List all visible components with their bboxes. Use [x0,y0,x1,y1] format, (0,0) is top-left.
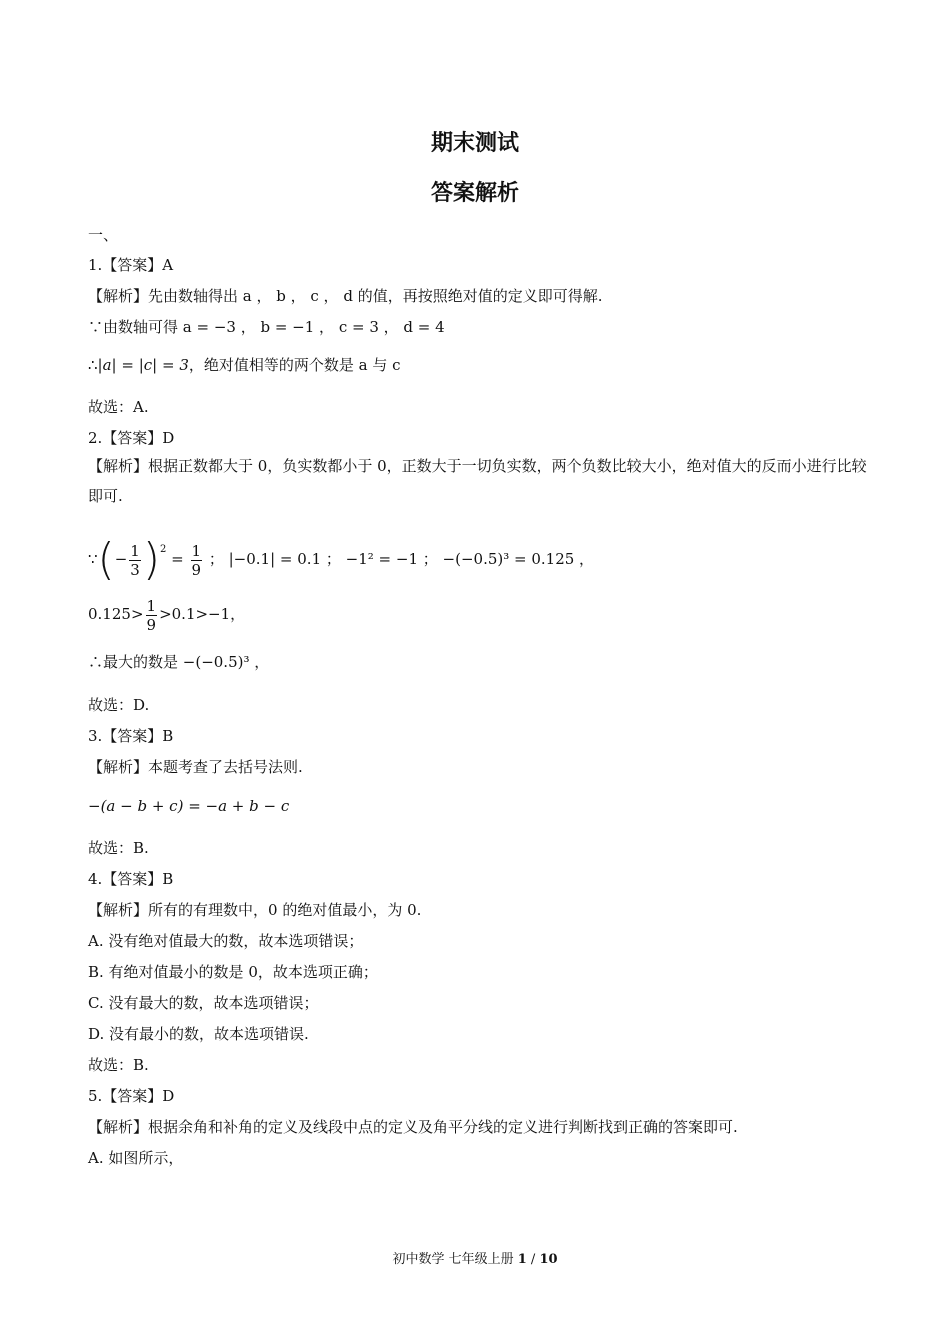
q4-option-d: D. 没有最小的数，故本选项错误. [88,1025,309,1043]
footer-page-number: 1 [517,1252,527,1267]
q1-abs-expr: |a| = |c| = 3 [97,356,189,374]
q2-answer: 2.【答案】D [88,429,175,447]
q3-expr: −(a − b + c) = −a + b − c [88,797,290,815]
therefore-symbol: ∴ [88,356,98,374]
footer-course: 初中数学 七年级上册 [392,1252,514,1267]
q1-step2-text: ，绝对值相等的两个数是 a 与 c [188,356,401,374]
fraction-one-ninth-compare: $\frac{1}{9}$ [146,596,157,634]
q4-option-b: B. 有绝对值最小的数是 0，故本选项正确； [88,963,378,981]
q2-rest: ； |−0.1| = 0.1 ； −1² = −1 ； −(−0.5)³ = 0.125 ， [208,550,595,568]
q3-analysis: 【解析】本题考查了去括号法则. [88,758,303,776]
q1-choice: 故选：A. [88,398,149,416]
q4-choice: 故选：B. [88,1056,149,1074]
because-symbol: ∵ [88,550,98,568]
q1-analysis: 【解析】先由数轴得出 a ， b ， c ， d 的值，再按照绝对值的定义即可得解. [88,287,603,305]
q4-analysis: 【解析】所有的有理数中，0 的绝对值最小，为 0. [88,901,422,919]
q1-step1: ∵由数轴可得 a = −3 ， b = −1 ， c = 3 ， d = 4 [88,318,445,336]
q3-answer: 3.【答案】B [88,727,174,745]
left-paren: ( [97,534,115,585]
fraction-one-third: $\frac{1}{3}$ [130,541,140,579]
doc-title: 期末测试 [430,131,519,156]
footer-separator: / [530,1252,536,1267]
q1-step2 [88,354,401,376]
q2-choice: 故选：D. [88,696,150,714]
footer-page-total: 10 [539,1252,558,1267]
exponent: 2 [160,544,167,555]
q4-option-c: C. 没有最大的数，故本选项错误； [88,994,319,1012]
q2-compare-line: 0.125> $\frac{1}{9}$ >0.1>−1， [88,596,246,634]
q5-answer: 5.【答案】D [88,1087,175,1105]
q2-formula-line: ∵(− $\frac{1}{3}$ )$^2$ = $\frac{1}{9}$ ； |−0.1| = 0.1 ； −1² = −1 ； −(−0.5)³ = 0.125 ， [88,534,595,585]
q4-option-a: A. 没有绝对值最大的数，故本选项错误； [88,932,364,950]
q4-answer: 4.【答案】B [88,870,174,888]
section-marker: 一、 [88,226,119,244]
q5-analysis: 【解析】根据余角和补角的定义及线段中点的定义及角平分线的定义进行判断找到正确的答案即可. [88,1118,738,1136]
q2-analysis: 【解析】根据正数都大于 0，负实数都小于 0，正数大于一切负实数，两个负数比较大小，绝对值大的反而小进行比较即可. [88,457,867,505]
q1-answer: 1.【答案】A [88,256,174,274]
fraction-one-ninth: $\frac{1}{9}$ [191,541,202,579]
q5-option-a: A. 如图所示， [88,1149,184,1167]
right-paren: ) [142,534,161,585]
doc-subtitle: 答案解析 [430,181,519,206]
q3-choice: 故选：B. [88,839,149,857]
page-footer [0,1248,950,1267]
q2-max-line: ∴最大的数是 −(−0.5)³ ， [88,653,270,671]
